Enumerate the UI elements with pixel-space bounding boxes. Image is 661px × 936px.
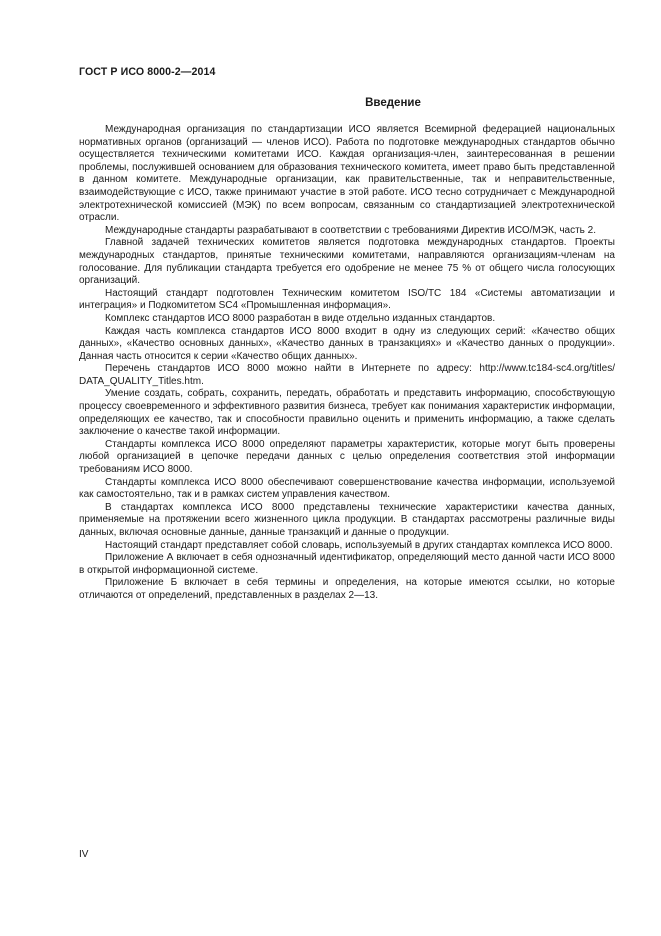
paragraph-characteristics: Стандарты комплекса ИСО 8000 определяют параметры характеристик, которые могут быть проверены любой организацией в цепочке передачи данных с целью определения соответствия этой информации требованиям ИСО 8000. — [79, 438, 615, 476]
paragraph-information-skills: Умение создать, собрать, сохранить, передать, обработать и представить информацию, способствующую процессу своевременного и эффективного развития бизнеса, требует как понимания характеристик информации, определяющих ее качество, так и способности правильно оценить и применить информацию, а также сделать заключение о качестве такой информации. — [79, 388, 615, 438]
paragraph-series-complex: Комплекс стандартов ИСО 8000 разработан в виде отдельно изданных стандартов. — [105, 312, 496, 324]
paragraph-committees-task: Главной задачей технических комитетов является подготовка международных стандартов. Проекты международных стандартов, принятые техническими комитетами, направляются организациям-членам на голосование. Для публикации стандарта требуется его одобрение не менее 75 % от общего числа голосующих организаций. — [79, 237, 615, 287]
paragraph-iso-federation: Международная организация по стандартизации ИСО является Всемирной федерацией национальных нормативных органов (организаций — членов ИСО). Работа по подготовке международных стандартов обычно осуществляется техническими комитетами ИСО. Каждая организация-член, заинтересованная в решении проблемы, послужившей основанием для образования технического комитета, имеет право быть представленной в данном комитете. Международные организации, как правительственные, так и неправительственные, взаимодействующие с ИСО, также принимают участие в этой работе. ИСО тесно сотрудничает с Международной электротехнической комиссией (МЭК) по всем вопросам, связанным со стандартизацией электротехнической отрасли. — [79, 124, 615, 224]
paragraph-technical-characteristics: В стандартах комплекса ИСО 8000 представлены технические характеристики качества данных, применяемые на протяжении всего жизненного цикла продукции. В стандартах рассмотрены различные виды данных, включая основные данные, данные транзакций и данные о продукции. — [79, 501, 615, 538]
page-number: IV — [79, 849, 89, 860]
paragraph-internet-address: Перечень стандартов ИСО 8000 можно найти в Интернете по адресу: http://www.tc184-sc4.org/titles/ DATA_QUALITY_Titles.htm. — [79, 363, 615, 387]
paragraph-vocabulary: Настоящий стандарт представляет собой словарь, используемый в других стандартах комплекса ИСО 8000. — [105, 539, 613, 551]
paragraph-annex-a: Приложение А включает в себя однозначный идентификатор, определяющий место данной части ИСО 8000 в открытой информационной системе. — [79, 552, 615, 576]
introduction-body — [79, 124, 615, 603]
standard-code-header: ГОСТ Р ИСО 8000-2—2014 — [79, 66, 216, 78]
section-title: Введение — [365, 97, 421, 109]
paragraph-improvement: Стандарты комплекса ИСО 8000 обеспечивают совершенствование качества информации, используемой как самостоятельно, так и в рамках систем управления качеством. — [79, 476, 615, 501]
paragraph-iec-directives: Международные стандарты разрабатывают в соответствии с требованиями Директив ИСО/МЭК, часть 2. — [105, 224, 597, 236]
paragraph-prepared-by: Настоящий стандарт подготовлен Техническим комитетом ISO/TC 184 «Системы автоматизации и интеграция» и Подкомитетом SC4 «Промышленная информация». — [79, 287, 615, 312]
paragraph-annex-b: Приложение Б включает в себя термины и определения, на которые имеются ссылки, но которые отличаются от определений, представленных в разделах 2—13. — [79, 577, 615, 601]
paragraph-series-list: Каждая часть комплекса стандартов ИСО 8000 входит в одну из следующих серий: «Качество общих данных», «Качество основных данных», «Качество данных в транзакциях» и «Качество данных о продукции». Данная часть относится к серии «Качество общих данных». — [79, 325, 615, 362]
